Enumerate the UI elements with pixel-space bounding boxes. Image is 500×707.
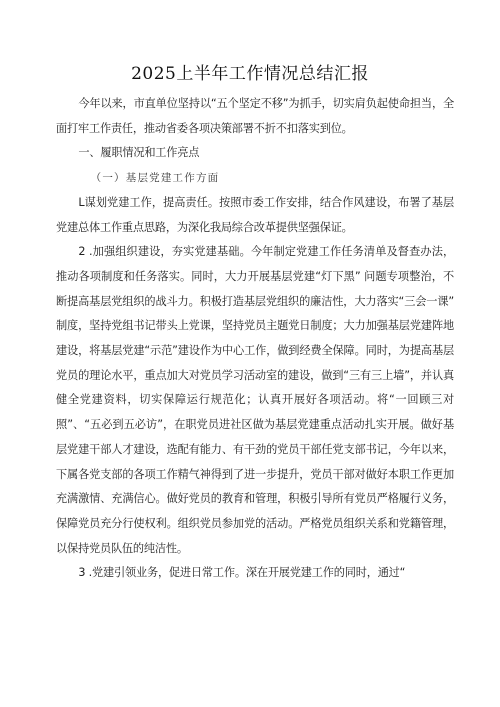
paragraph-item-1: L谋划党建工作，提高责任。按照市委工作安排，结合作风建设，布署了基层党建总体工作重点思路，为深化我局综合改革提供坚强保证。 — [56, 195, 454, 234]
document-title: 2025上半年工作情况总结汇报 — [131, 64, 369, 84]
intro-paragraph: 今年以来，市直单位坚持以“五个坚定不移”为抓手，切实肩负起使命担当，全面打牢工作责任，推动省委各项决策部署不折不扣落实到位。 — [56, 97, 454, 135]
paragraph-item-2: 2 .加强组织建设，夯实党建基础。今年制定党建工作任务清单及督查办法，推动各项制度和任务落实。同时，大力开展基层党建“灯下黑” 问题专项整治，不断提高基层党组织的战斗力。积极打造基层党组织的廉洁性，大力落实“三会一课” 制度，坚持党组书记带头上党课，坚持党员主题党日制度；大力加强基层党建阵地建设，将基层党建“示范”建设作为中心工作，做到经费全保障。同时，为提高基层党员的理论水平，重点加大对党员学习活动室的建设，做到“三有三上墙”，并认真健全党建资料，切实保障运行规范化；认真开展好各项活动。将“一回顾三对照”、“五必到五必访”，在职党员进社区做为基层党建重点活动扎实开展。做好基层党建干部人才建设，选配有能力、有干劲的党员干部任党支部书记，今年以来，下属各党支部的各项工作精气神得到了进一步提升，党员干部对做好本职工作更加充满激情、充满信心。做好党员的教育和管理，积极引导所有党员严格履行义务，保障党员充分行使权利。组织党员参加党的活动。严格党员组织关系和党籍管理，以保持党员队伍的纯洁性。 — [56, 245, 454, 555]
paragraph-item-3: 3 .党建引领业务，促进日常工作。深在开展党建工作的同时，通过“ — [78, 566, 406, 580]
document-body — [56, 92, 454, 586]
section-heading: 一、履职情况和工作亮点 — [78, 146, 200, 160]
subsection-heading: （一）基层党建工作方面 — [90, 172, 220, 185]
